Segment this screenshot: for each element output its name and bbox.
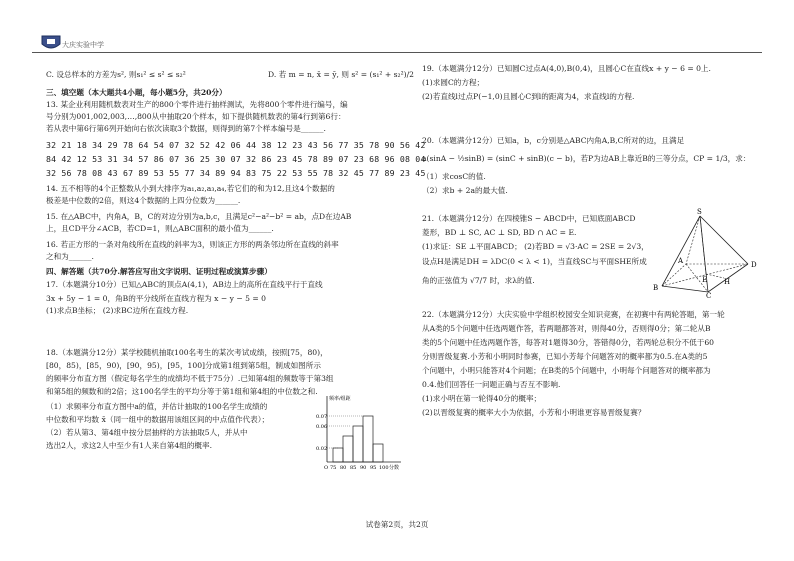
hist-bar [353, 426, 363, 462]
frequency-histogram [315, 392, 405, 470]
q18-line6: 中位数和平均数 x̄（同一组中的数据用该组区间的中点值作代表）； [46, 415, 270, 424]
q22-line6: 0.4.他们回答任一问题正确与否互不影响. [422, 380, 561, 389]
q18-line5: （1）求频率分布直方图中a的值，并估计抽取的100名学生成绩的 [46, 402, 268, 411]
hist-bar [333, 448, 343, 462]
school-name: 大庆实验中学 [62, 41, 104, 49]
section-fill-blank: 三、填空题（本大题共4小题，每小题5分，共20分） [46, 88, 227, 97]
q22-line5: 个问题中，小明只能答对4个问题；在B类的5个问题中，小明每个问题答对的概率都为 [422, 366, 711, 375]
q22-line8: (2)以晋级复赛的概率大小为依据，小芳和小明谁更容易晋级复赛？ [422, 408, 646, 417]
vertex-label: H [724, 278, 731, 286]
q19-line1: 19.（本题满分12分）已知圆C过点A(4,0),B(0,4)，且圆心C在直线x + y − 6 = 0上. [422, 64, 711, 73]
hist-xtick: O [324, 465, 329, 470]
q18-line8: 选出2人，求这2人中至少有1人来自第4组的概率. [46, 441, 213, 450]
hist-bar [363, 416, 373, 462]
q22-line4: 分则晋级复赛.小芳和小明同时参赛，已知小芳每个问题答对的概率都为0.5.在A类的5 [422, 352, 708, 361]
hist-ytick: 0.06 [316, 424, 328, 430]
q20-line3: （1）求cosC的值. [422, 172, 486, 181]
hist-bar [373, 444, 383, 462]
hist-xtick: 90 [360, 465, 367, 470]
q16-line2: 之和为______. [46, 252, 94, 261]
q13-line1: 13. 某企业利用随机数表对生产的800个零件进行抽样测试，先将800个零件进行编号，编 [46, 100, 348, 109]
hist-xunit: 分数 [389, 465, 400, 470]
random-table-row: 32 21 18 34 29 78 64 54 07 32 52 42 06 44 38 12 23 43 56 77 35 78 90 56 42 [46, 140, 426, 150]
hist-xtick: 80 [340, 465, 347, 470]
q15-line2: 上，且CD平分∠ACB，若CD=1，则△ABC面积的最小值为______. [46, 224, 274, 233]
q22-line3: 类的5个问题中任选两题作答，每答对1题得30分，答错得0分，若两轮总积分不低于60 [422, 338, 715, 347]
hist-xtick: 95 [370, 465, 377, 470]
q22-line7: (1)求小明在第一轮得40分的概率； [422, 394, 542, 403]
q18-line3: 的频率分布直方图（假定每名学生的成绩均不低于75分）.已知第4组的频数等于第3组 [46, 374, 334, 383]
vertex-label: C [706, 292, 712, 298]
q17-line3: (1)求点B坐标； (2)求BC边所在直线方程. [46, 306, 189, 315]
q19-line3: (2)若直线l过点P(−1,0)且圆心C到l的距离为4，求直线l的方程. [422, 92, 635, 101]
q20-line2: a(sinA − ½sinB) = (sinC + sinB)(c − b)，若P为边AB上靠近B的三等分点，CP = 1/3，求： [422, 154, 751, 163]
hist-xtick: 85 [350, 465, 357, 470]
random-table-row: 32 56 78 08 43 67 89 53 55 77 34 89 94 83 75 22 53 55 78 32 45 77 89 23 45 [46, 168, 426, 178]
q13-line3: 若从表中第6行第6列开始向右依次读取3个数据，则得到的第7个样本编号是______. [46, 124, 326, 133]
vertex-label: E [702, 276, 708, 284]
vertex-label: D [751, 261, 757, 269]
q18-line1: 18.（本题满分12分）某学校随机抽取100名考生的某次考试成绩，按照[75，80)， [46, 348, 328, 357]
vertex-label: S [697, 208, 702, 216]
hist-bar [343, 436, 353, 462]
q21-line4: 设点H是满足DH = λDC(0 < λ < 1)，当直线SC与平面SHE所成 [422, 257, 647, 266]
option-c: C. 设总样本的方差为s², 则s₁² ≤ s² ≤ s₂² [46, 70, 186, 79]
vertex-label: B [653, 284, 659, 292]
q17-line2: 3x + 5y − 1 = 0，角B的平分线所在直线方程为 x − y − 5 = 0 [46, 294, 266, 303]
q18-line4: 和第5组的频数和的2倍；这100名学生的平均分等于第1组和第4组的中位数之和. [46, 387, 318, 396]
q21-line2: 菱形，BD ⊥ SC, AC ⊥ SD, BD ∩ AC = E. [422, 228, 577, 237]
q21-line5: 角的正弦值为 √7/7 时，求λ的值. [422, 276, 535, 285]
q21-line1: 21.（本题满分12分）在四棱锥S − ABCD中，已知底面ABCD [422, 214, 636, 223]
q15-line1: 15. 在△ABC中，内角A，B，C的对边分别为a,b,c，且满足c²−a²−b² = ab，点D在边AB [46, 212, 352, 221]
q22-line1: 22.（本题满分12分）大庆实验中学组织校园安全知识竞赛，在初赛中有两轮答题，第一轮 [422, 310, 725, 319]
hist-ytick: 0.07 [316, 414, 328, 420]
q20-line1: 20.（本题满分12分）已知a，b，c分别是△ABC内角A,B,C所对的边，且满足 [422, 136, 685, 145]
option-d: D. 若 m = n, x̄ = ȳ, 则 s² = (s₁² + s₂²)/2 [268, 70, 414, 79]
vertex-label: A [678, 257, 684, 265]
section-answer: 四、解答题（共70分.解答应写出文字说明、证明过程或演算步骤） [46, 267, 272, 276]
q17-line1: 17.（本题满分10分）已知△ABC的顶点A(4,1)，AB边上的高所在直线平行于直线 [46, 280, 323, 289]
page-footer: 试卷第2页，共2页 [365, 520, 429, 529]
hist-xtick: 75 [330, 465, 337, 470]
q16-line1: 16. 若正方形的一条对角线所在直线的斜率为3，则该正方形的两条邻边所在直线的斜率 [46, 240, 339, 249]
random-table-row: 84 42 12 53 31 34 57 86 07 36 25 30 07 32 86 23 45 78 89 07 23 68 96 08 04 [46, 154, 426, 164]
q22-line2: 从A类的5个问题中任选两题作答，若两题都答对，则得40分，否则得0分；第二轮从B [422, 324, 711, 333]
q14-line2: 极差是中位数的2倍，则这4个数据的上四分位数为______. [46, 196, 241, 205]
q18-line7: （2）若从第3、第4组中按分层抽样的方法抽取5人，并从中 [46, 428, 248, 437]
pyramid-figure [650, 208, 768, 298]
school-logo [40, 34, 62, 52]
q13-line2: 号分别为001,002,003,…,800从中抽取20个样本，如下提供随机数表的第4行到第6行： [46, 112, 346, 121]
header-rule [32, 52, 762, 53]
hist-ytick: 0.02 [316, 446, 328, 452]
q14-line1: 14. 五不相等的4个正整数从小到大排序为a₁,a₂,a₃,a₄,若它们的和为12,且这4个数据的 [46, 184, 335, 193]
q18-line2: [80，85)，[85，90)，[90，95)，[95，100]分成第1组到第5组，制成如图所示 [46, 361, 321, 370]
hist-ylabel: 频率/组距 [329, 396, 351, 402]
q19-line2: (1)求圆C的方程； [422, 78, 485, 87]
hist-xtick: 100 [379, 465, 389, 470]
q21-line3: (1)求证：SE ⊥平面ABCD； (2)若BD = √3·AC = 2SE = 2√3， [422, 242, 649, 251]
q20-line4: （2）求b + 2a的最大值. [422, 186, 508, 195]
